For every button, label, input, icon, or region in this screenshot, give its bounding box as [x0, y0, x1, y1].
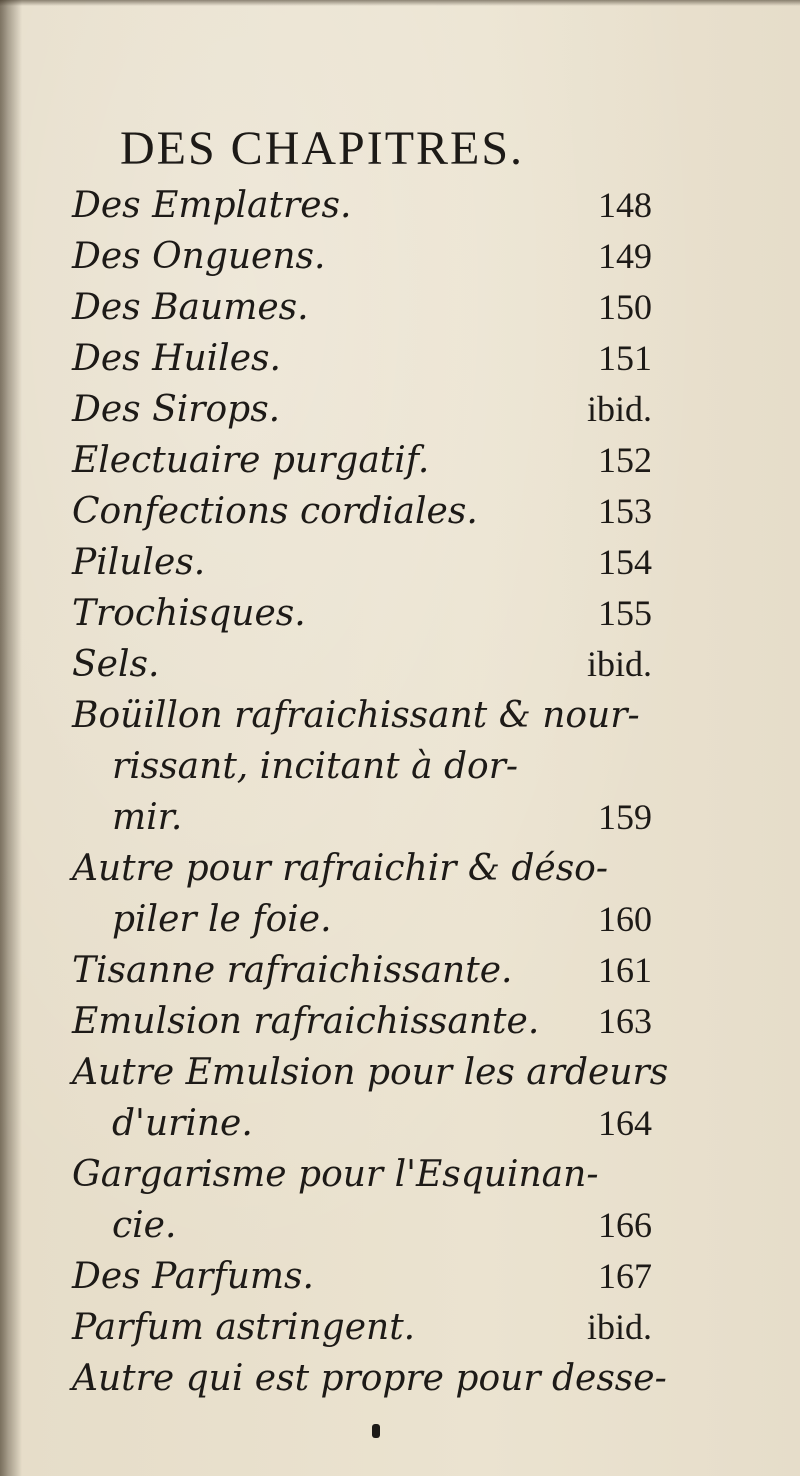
entry-page: 155 — [598, 593, 652, 633]
entry-page: 167 — [598, 1256, 652, 1296]
entry-page: 159 — [598, 797, 652, 837]
entry-page: 148 — [598, 185, 652, 225]
entry-title: Emulsion rafraichissante. — [72, 1001, 540, 1042]
toc-entry — [72, 486, 652, 537]
entry-title: Des Huiles. — [72, 338, 281, 379]
toc-entry-continuation — [72, 1098, 652, 1149]
toc-entry — [72, 282, 652, 333]
page-header: DES CHAPITRES. — [120, 122, 525, 175]
entry-title: rissant, incitant à dor- — [112, 746, 519, 787]
signature-mark — [372, 1424, 380, 1438]
toc-entry — [72, 690, 652, 741]
toc-entry — [72, 1353, 667, 1404]
entry-page: 160 — [598, 899, 652, 939]
toc-entry-continuation — [72, 792, 652, 843]
toc-entry — [72, 231, 652, 282]
entry-title: Autre pour rafraichir & déso- — [72, 848, 609, 889]
entry-page: 152 — [598, 440, 652, 480]
entry-title: Des Baumes. — [72, 287, 309, 328]
entry-title: Parfum astringent. — [72, 1307, 416, 1348]
entry-page: ibid. — [586, 1307, 652, 1347]
entry-page: 163 — [598, 1001, 652, 1041]
toc-entry — [72, 996, 652, 1047]
entry-page: 154 — [598, 542, 652, 582]
entry-title: Confections cordiales. — [72, 491, 478, 532]
toc-entry — [72, 1047, 669, 1098]
entry-title: Gargarisme pour l'Esquinan- — [72, 1154, 599, 1195]
entry-page: 166 — [598, 1205, 652, 1245]
entry-title: Electuaire purgatif. — [72, 440, 430, 481]
toc-entry — [72, 384, 652, 435]
entry-title: Autre qui est propre pour desse- — [72, 1358, 667, 1399]
toc-entry — [72, 588, 652, 639]
entry-title: Sels. — [72, 644, 160, 685]
entry-title: mir. — [112, 797, 183, 838]
entry-page: ibid. — [586, 389, 652, 429]
entry-title: Pilules. — [72, 542, 206, 583]
entry-title: Des Parfums. — [72, 1256, 314, 1297]
entry-title: Trochisques. — [72, 593, 306, 634]
entry-title: Tisanne rafraichissante. — [72, 950, 513, 991]
entry-title: piler le foie. — [112, 899, 332, 940]
table-of-contents — [72, 118, 669, 1404]
entry-page: 151 — [598, 338, 652, 378]
spine-shadow — [0, 0, 22, 1476]
entry-title: Des Emplatres. — [72, 185, 352, 226]
toc-entry — [72, 537, 652, 588]
entry-page: 153 — [598, 491, 652, 531]
entry-title: Des Sirops. — [72, 389, 281, 430]
entry-title: d'urine. — [112, 1103, 253, 1144]
entry-page: 161 — [598, 950, 652, 990]
toc-entry — [72, 945, 652, 996]
toc-entry — [72, 333, 652, 384]
toc-entry-continuation — [72, 1200, 652, 1251]
toc-entry-continuation — [72, 741, 652, 792]
entry-page: 164 — [598, 1103, 652, 1143]
toc-entry — [72, 843, 652, 894]
entry-title: Autre Emulsion pour les ardeurs — [72, 1052, 669, 1093]
toc-entry — [72, 1251, 652, 1302]
toc-entry-continuation — [72, 894, 652, 945]
entry-page: 150 — [598, 287, 652, 327]
toc-entry — [72, 180, 652, 231]
toc-entry — [72, 435, 652, 486]
toc-entry — [72, 639, 652, 690]
entry-page: 149 — [598, 236, 652, 276]
entry-title: Boüillon rafraichissant & nour- — [72, 695, 640, 736]
toc-entry — [72, 1302, 652, 1353]
page-edge-shadow — [0, 0, 800, 6]
entry-page: ibid. — [586, 644, 652, 684]
entry-title: Des Onguens. — [72, 236, 326, 277]
toc-entry — [72, 1149, 652, 1200]
entry-title: cie. — [112, 1205, 177, 1246]
